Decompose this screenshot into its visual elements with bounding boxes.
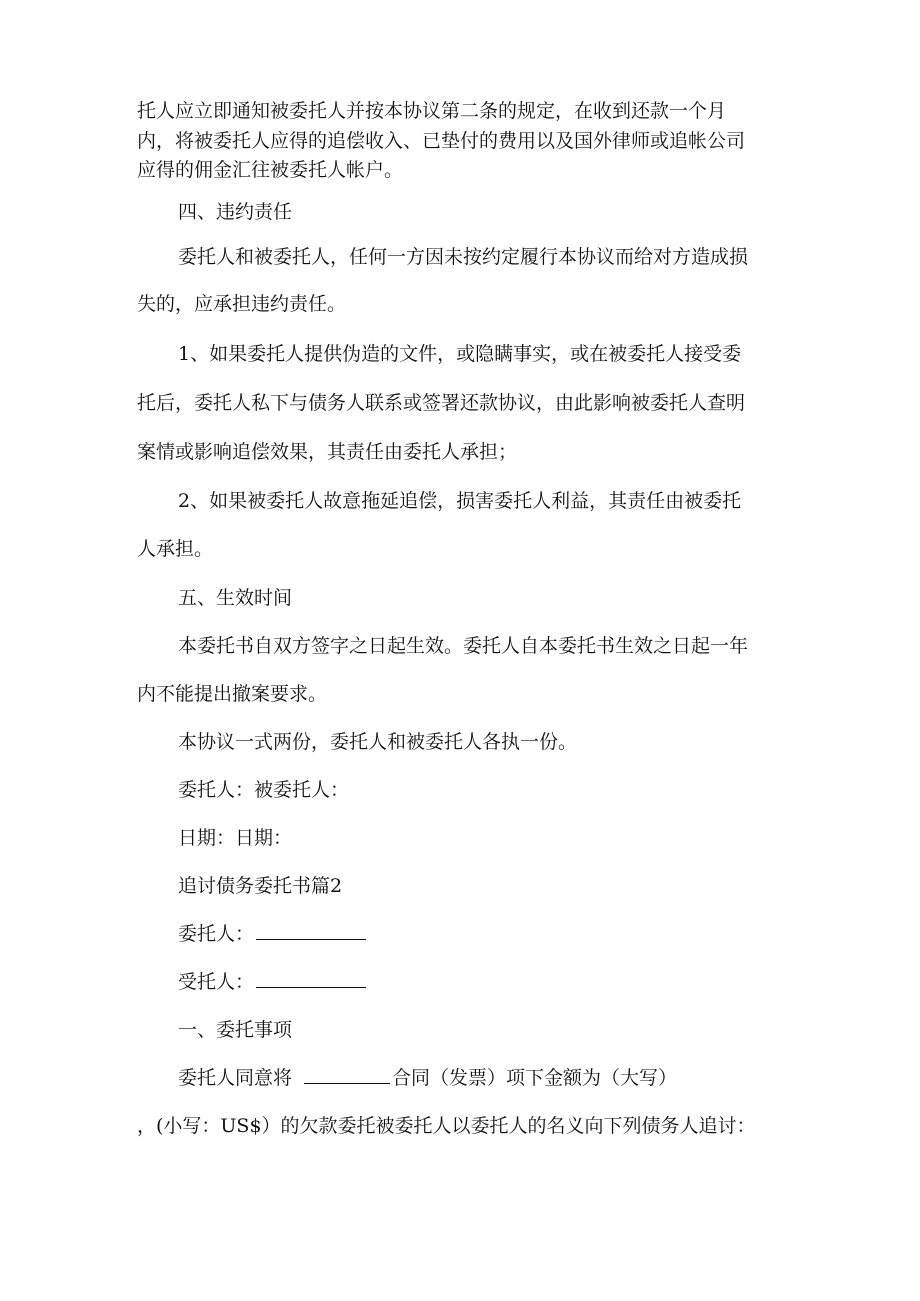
- principal-label: 委托人：: [178, 923, 255, 945]
- agent-line: [178, 973, 366, 992]
- paragraph-line: 内，将被委托人应得的追偿收入、已垫付的费用以及国外律师或追帐公司: [137, 130, 746, 152]
- agent-blank: [256, 986, 366, 988]
- paragraph-line: ，(小写：US$）的欠款委托被委托人以委托人的名义向下列债务人追讨：: [137, 1115, 756, 1137]
- paragraph-line: 本委托书自双方签字之日起生效。委托人自本委托书生效之日起一年: [178, 635, 749, 657]
- paragraph-line: 1、如果委托人提供伪造的文件，或隐瞒事实，或在被委托人接受委: [178, 343, 742, 365]
- contract-text-start: 委托人同意将: [178, 1067, 293, 1089]
- section-heading-effective: 五、生效时间: [178, 587, 293, 609]
- paragraph-line: 托人应立即通知被委托人并按本协议第二条的规定，在收到还款一个月: [137, 100, 727, 122]
- principal-line: [178, 925, 366, 944]
- paragraph-line: [178, 1069, 677, 1088]
- paragraph-line: 内不能提出撤案要求。: [137, 683, 328, 705]
- contract-blank: [304, 1082, 390, 1084]
- paragraph-line: 失的，应承担违约责任。: [137, 293, 347, 315]
- paragraph-line: 应得的佣金汇往被委托人帐户。: [137, 159, 404, 181]
- section-heading-breach: 四、违约责任: [178, 201, 293, 223]
- paragraph-line: 案情或影响追偿效果，其责任由委托人承担；: [137, 441, 518, 463]
- date-line: 日期：日期：: [178, 827, 293, 849]
- signature-line: 委托人：被委托人：: [178, 779, 350, 801]
- agent-label: 受托人：: [178, 971, 255, 993]
- principal-blank: [256, 938, 366, 940]
- section-heading-matters: 一、委托事项: [178, 1019, 293, 1041]
- paragraph-line: 委托人和被委托人，任何一方因未按约定履行本协议而给对方造成损: [178, 246, 749, 268]
- paragraph-line: 本协议一式两份，委托人和被委托人各执一份。: [178, 731, 578, 753]
- paragraph-line: 人承担。: [137, 538, 214, 560]
- contract-text-end: 合同（发票）项下金额为（大写）: [392, 1067, 678, 1089]
- paragraph-line: 2、如果被委托人故意拖延追偿，损害委托人利益，其责任由被委托: [178, 490, 742, 512]
- paragraph-line: 托后，委托人私下与债务人联系或签署还款协议，由此影响被委托人查明: [137, 392, 746, 414]
- document-subtitle: 追讨债务委托书篇2: [178, 875, 343, 897]
